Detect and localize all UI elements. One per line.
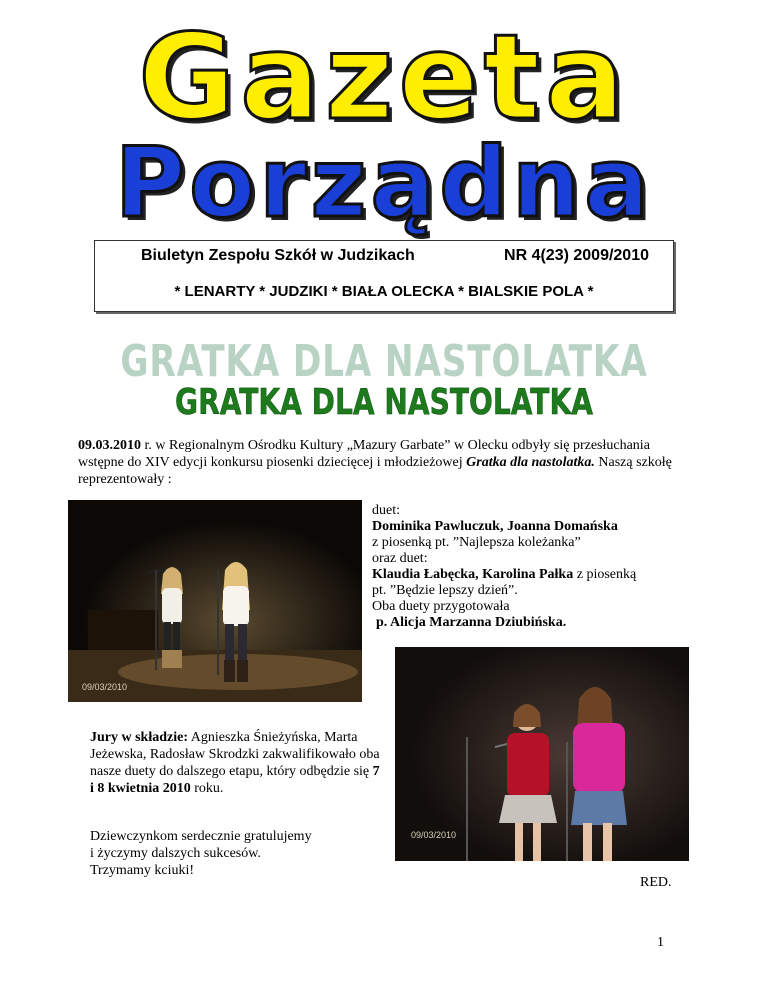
masthead-porzadna: Porządna — [114, 127, 654, 239]
caption-line: z piosenką pt. ”Najlepsza koleżanka” — [372, 535, 581, 550]
jury-text: Agnieszka Śnieżyńska, Marta Jeżewska, Radosław Skrodzki zakwalifikowało oba nasze duety do dalszego etapu, który odbędzie się — [90, 730, 380, 779]
photo-duet-stage — [68, 500, 362, 702]
contest-name: Gratka dla nastolatka. — [466, 455, 595, 470]
jury-paragraph — [90, 729, 380, 797]
caption-line-tail: z piosenką — [573, 567, 637, 582]
article-title-shadow: GRATKA DLA NASTOLATKA — [120, 336, 648, 387]
jury-dates: 7 i 8 kwietnia 2010 — [90, 764, 380, 796]
photo-second-duet — [395, 647, 689, 861]
intro-text-2: Naszą szkołę reprezentowały : — [78, 455, 672, 487]
jury-label: Jury w składzie: — [90, 730, 188, 745]
teacher-name: p. Alicja Marzanna Dziubińska. — [376, 615, 567, 630]
bulletin-name: Biuletyn Zespołu Szkół w Judzikach — [141, 247, 415, 264]
masthead-gazeta: Gazeta — [138, 8, 630, 146]
places-line: * LENARTY * JUDZIKI * BIAŁA OLECKA * BIALSKIE POLA * — [174, 283, 594, 300]
caption-line — [372, 567, 702, 583]
duet-2-names: Klaudia Łabęcka, Karolina Pałka — [372, 567, 574, 582]
duet-1-names: Dominika Pawluczuk, Joanna Domańska — [372, 519, 618, 534]
photo-second-duet-illustration — [395, 647, 689, 861]
caption-line: Oba duety przygotowała — [372, 599, 510, 614]
photo-date-stamp: 09/03/2010 — [82, 682, 128, 692]
intro-paragraph — [78, 437, 698, 488]
photo-duet-stage-illustration — [68, 500, 362, 702]
article-title: GRATKA DLA NASTOLATKA — [175, 382, 593, 423]
congrats-line: i życzymy dalszych sukcesów. — [90, 846, 261, 861]
caption-line: pt. ”Będzie lepszy dzień”. — [372, 583, 518, 598]
congratulations-paragraph — [90, 828, 380, 879]
issue-number: NR 4(23) 2009/2010 — [504, 247, 649, 264]
duets-caption — [372, 503, 702, 631]
caption-line: oraz duet: — [372, 551, 428, 566]
intro-date: 09.03.2010 — [78, 438, 141, 453]
jury-tail: roku. — [190, 781, 224, 796]
photo-date-stamp: 09/03/2010 — [411, 830, 457, 840]
signature: RED. — [640, 875, 672, 890]
congrats-line: Dziewczynkom serdecznie gratulujemy — [90, 829, 312, 844]
intro-text-1: r. w Regionalnym Ośrodku Kultury „Mazury Garbate” w Olecku odbyły się przesłuchania wstępne do XIV edycji konkursu piosenki dziecięcej i młodzieżowej — [78, 438, 650, 470]
caption-line: duet: — [372, 503, 400, 518]
congrats-line: Trzymamy kciuki! — [90, 863, 195, 878]
page-number: 1 — [657, 935, 664, 950]
bulletin-header-box — [94, 240, 674, 312]
